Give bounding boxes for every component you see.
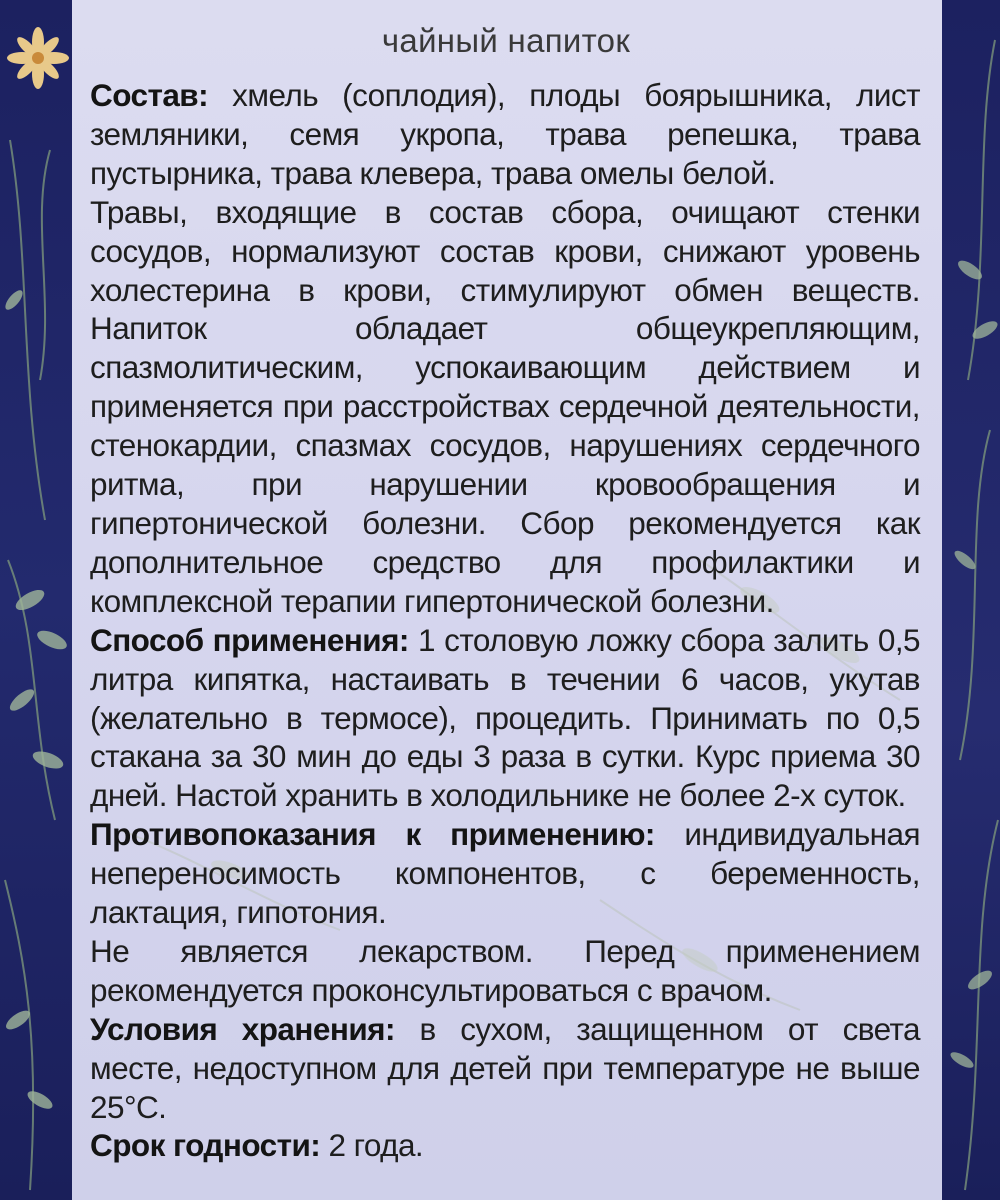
contraindications-title: Противопоказания к применению: — [90, 816, 655, 853]
composition-text: хмель (соплодия), плоды боярышника, лист земляники, семя укропа, трава репешка, трава пустырника, трава клевера, трава омелы белой. — [90, 77, 921, 191]
description-paragraph — [90, 193, 920, 621]
product-subtitle: чайный напиток — [381, 22, 631, 59]
right-floral-border — [942, 0, 1000, 1200]
storage-text: в сухом, защищенном от света месте, недоступном для детей при температуре не выше 25°С. — [90, 1010, 921, 1125]
composition-paragraph — [90, 76, 920, 193]
disclaimer-text: Не является лекарством. Перед применением рекомендуется проконсультироваться с врачом. — [90, 932, 920, 1008]
usage-title: Способ применения: — [90, 621, 409, 658]
label-text — [90, 76, 920, 1165]
shelf-life-paragraph — [90, 1126, 920, 1165]
shelf-life-title: Срок годности: — [90, 1127, 321, 1164]
composition-title: Состав: — [90, 77, 209, 113]
description-text: Травы, входящие в состав сбора, очищают стенки сосудов, нормализуют состав крови, снижают уровень холестерина в крови, стимулируют обмен веществ. Напиток обладает общеукрепляющим, спазмолитическим, успокаивающим действием и применяется при расстройствах сердечной деятельности, стенокардии, спазмах сосудов, нарушениях сердечного ритма, при нарушении кровообращения и гипертонической болезни. Сбор рекомендуется как дополнительное средство для профилактики и комплексной терапии гипертонической болезни. — [90, 193, 920, 619]
contraindications-text: индивидуальная непереносимость компонентов, с беременность, лактация, гипотония. — [90, 816, 920, 931]
shelf-life-text: 2 года. — [328, 1127, 424, 1164]
contraindications-paragraph — [90, 815, 920, 932]
storage-paragraph — [90, 1010, 920, 1127]
storage-title: Условия хранения: — [90, 1010, 395, 1047]
usage-text: 1 столовую ложку сбора залить 0,5 литра кипятка, настаивать в течении 6 часов, укутав (желательно в термосе), процедить. Принимать по 0,5 стакана за 30 мин до еды 3 раза в сутки. Курс приема 30 дней. Настой хранить в холодильнике не более 2-х суток. — [90, 621, 921, 814]
left-floral-border — [0, 0, 72, 1200]
disclaimer-paragraph — [90, 932, 920, 1010]
usage-paragraph — [90, 621, 920, 816]
